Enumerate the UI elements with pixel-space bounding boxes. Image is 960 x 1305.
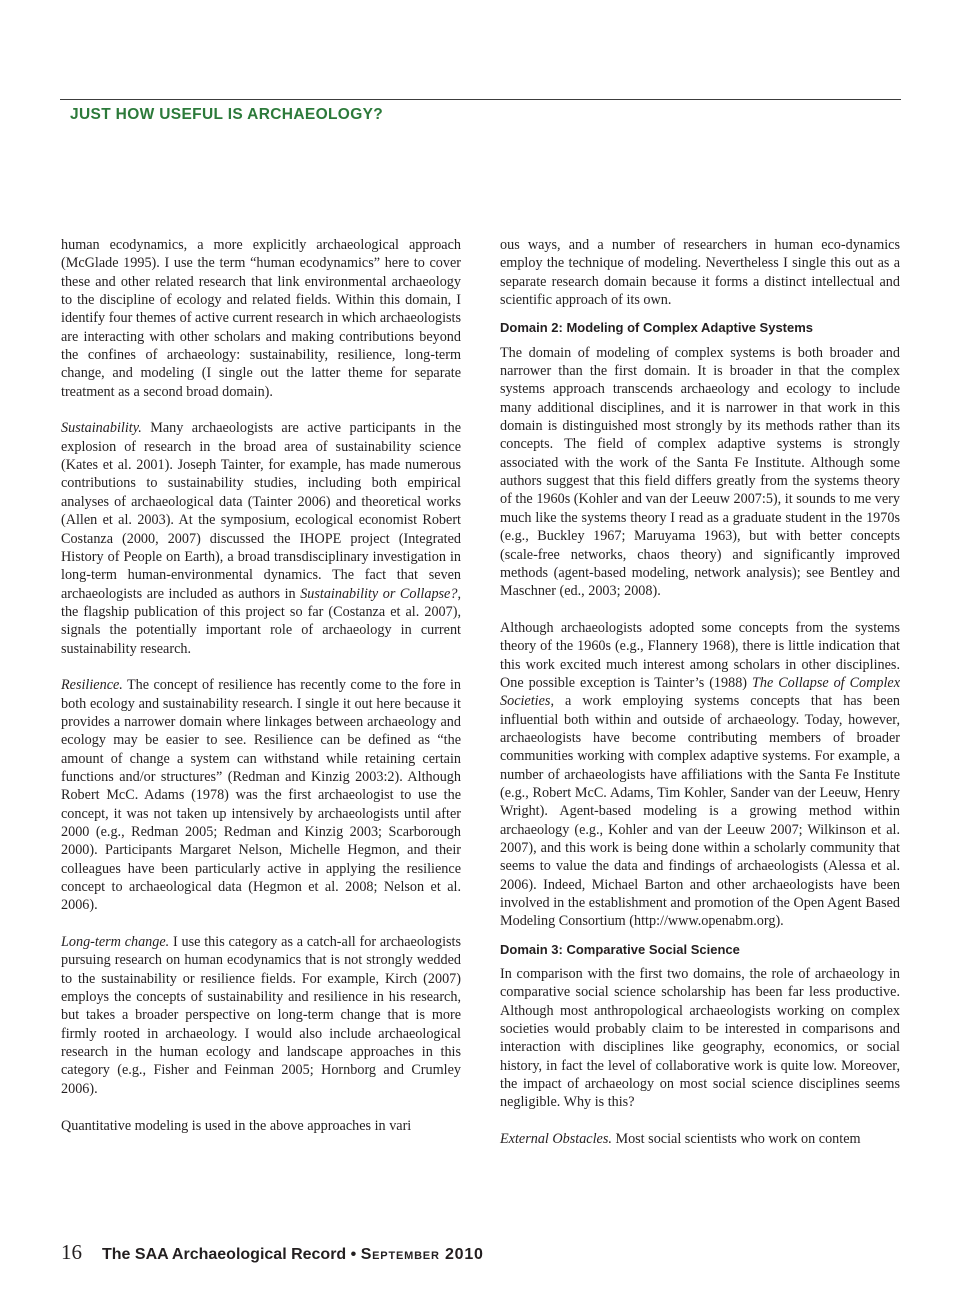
paragraph xyxy=(61,236,461,401)
external-obstacles-paragraph xyxy=(500,1130,900,1148)
header-rule xyxy=(60,99,901,100)
page-footer xyxy=(61,1240,484,1265)
journal-title: The SAA Archaeological Record xyxy=(102,1246,347,1263)
resilience-paragraph xyxy=(61,676,461,914)
paragraph-text: The concept of resilience has recently come to the fore in both ecology and sustainability research. I single it out here because it provides a narrower domain where linkages between archaeology and ecology may be easier to see. Resilience can be defined as “the amount of change a system can withstand while retaining certain functions and/or structures” (Redman and Kinzig 2003:2). Although Robert McC. Adams (1978) was the first archaeologist to use the concept, it was not taken up intensively by archaeologists until after 2000 (e.g., Redman 2005; Redman and Kinzig 2003; Scarborough 2000). Participants Margaret Nelson, Michelle Hegmon, and their colleagues have been particularly active in applying the resilience concept to archaeological data (Hegmon et al. 2008; Nelson et al. 2006). xyxy=(61,677,461,914)
run-in-heading: Sustainability. xyxy=(61,420,142,437)
section-heading: Domain 2: Modeling of Complex Adaptive Systems xyxy=(500,320,814,336)
paragraph xyxy=(500,236,900,309)
sustainability-paragraph xyxy=(61,419,461,657)
paragraph-text: Most social scientists who work on contem xyxy=(611,1131,861,1148)
section-heading: Domain 3: Comparative Social Science xyxy=(500,941,740,957)
run-in-heading: Long-term change. xyxy=(61,934,170,951)
paragraph-text: The domain of modeling of complex systems is both broader and narrower than the first domain. It is broader in that the complex systems approach transcends archaeology and ecology to include many additional disciplines, and it is narrower in that work in this domain is distinguished most strongly by its methods rather than its concepts. The field of complex adaptive systems is strongly associated with the work of the Santa Fe Institute. Although some authors suggest that this field differs greatly from the systems theory of the 1960s (Kohler and van der Leeuw 2007:5), it sounds to me very much like the systems theory I read as a graduate student in the 1970s (e.g., Buckley 1967; Maruyama 1963), but with better concepts (scale-free networks, chaos theory) and significantly improved methods (agent-based modeling, network analysis); see Bentley and Maschner (ed., 2003; 2008). xyxy=(500,344,900,600)
book-title: The Collapse of Complex Societies xyxy=(500,674,901,710)
paragraph xyxy=(500,344,900,601)
book-title: Sustainability or Collapse? xyxy=(300,585,458,602)
run-in-heading: External Obstacles. xyxy=(500,1131,612,1148)
paragraph xyxy=(500,619,900,931)
long-term-change-paragraph xyxy=(61,933,461,1098)
paragraph-text: ous ways, and a number of researchers in human eco-dynamics employ the technique of modeling. Nevertheless I single this out as a separate research domain because it forms a distinct intellectual and scientific approach of its own. xyxy=(500,237,900,309)
page-number: 16 xyxy=(61,1240,82,1264)
paragraph-text: Many archaeologists are active participants in the explosion of research in the broad area of sustainability science (Kates et al. 2001). Joseph Tainter, for example, has made numerous contributions to sustainability studies, including both empirical analyses of archaeological data (Tainter 2006) and theoretical works (Allen et al. 2003). At the symposium, ecological economist Robert Costanza (2000, 2007) discussed the IHOPE project (Integrated History of People on Earth), a broad transdisciplinary investigation in long-term human-environmental dynamics. The fact that seven archaeologists are included as authors in xyxy=(61,420,461,602)
paragraph xyxy=(500,965,900,1112)
paragraph-text: , the flagship publication of this project so far (Costanza et al. 2007), signals the potentially important role of archaeology in current sustainability research. xyxy=(61,585,461,657)
paragraph-text: I use this category as a catch-all for archaeologists pursuing research on human ecodynamics that is not strongly wedded to the sustainability or resilience fields. For example, Kirch (2007) employs the concepts of sustainability and resilience in his research, but takes a broader perspective on long-term change that is more firmly rooted in archaeology. I would also include archaeological research in the human ecology and landscape approaches in this category (e.g., Fisher and Feinman 2005; Hornborg and Crumley 2006). xyxy=(61,934,461,1097)
issue-date: September 2010 xyxy=(360,1246,484,1263)
paragraph-text: , a work employing systems concepts that has been influential both within and outside of archaeology. Today, however, archaeologists have become contributing members of broader communities working with complex adaptive systems. For example, a number of archaeologists have affiliations with the Santa Fe Institute (e.g., Robert McC. Adams, Tim Kohler, Sander van der Leeuw, Henry Wright). Agent-based modeling is a growing method within archaeology (e.g., Kohler and van der Leeuw 2007; Wilkinson et al. 2007), and this work is being done within a scholarly community that seems to value the data and findings of archaeologists (Alessa et al. 2006). Indeed, Michael Barton and other archaeologists have been involved in the establishment and promotion of the Open Agent Based Modeling Consortium (http://www.openabm.org). xyxy=(500,693,900,930)
running-head: JUST HOW USEFUL IS ARCHAEOLOGY? xyxy=(70,106,384,123)
paragraph xyxy=(61,1117,461,1135)
paragraph-text: Although archaeologists adopted some concepts from the systems theory of the 1960s (e.g., Flannery 1968), there is little indication that this work excited much interest among scholars in other disciplines. One possible exception is Tainter’s (1988) xyxy=(500,619,900,691)
paragraph-text: In comparison with the first two domains, the role of archaeology in comparative social science scholarship has been far less productive. Although most anthropological archaeologists working on complex societies would probably claim to be interested in comparisons and interaction with disciplines like geography, economics, or social history, in fact the level of collaborative work is quite low. Moreover, the impact of archaeology on most social science disciplines seems negligible. Why is this? xyxy=(500,966,900,1111)
bullet-separator: • xyxy=(346,1246,361,1263)
paragraph-text: human ecodynamics, a more explicitly archaeological approach (McGlade 1995). I use the term “human ecodynamics” here to cover these and other related research that link environmental archaeology to the discipline of ecology and related fields. Within this domain, I identify four themes of active current research in which archaeologists are interacting with other scholars and making contributions beyond the confines of archaeology: sustainability, resilience, long-term change, and modeling (I single out the latter theme for separate treatment as a second broad domain). xyxy=(61,237,461,400)
right-column xyxy=(500,236,900,1149)
run-in-heading: Resilience. xyxy=(61,677,123,694)
paragraph-text: Quantitative modeling is used in the above approaches in vari xyxy=(61,1117,412,1134)
left-column xyxy=(61,236,461,1135)
